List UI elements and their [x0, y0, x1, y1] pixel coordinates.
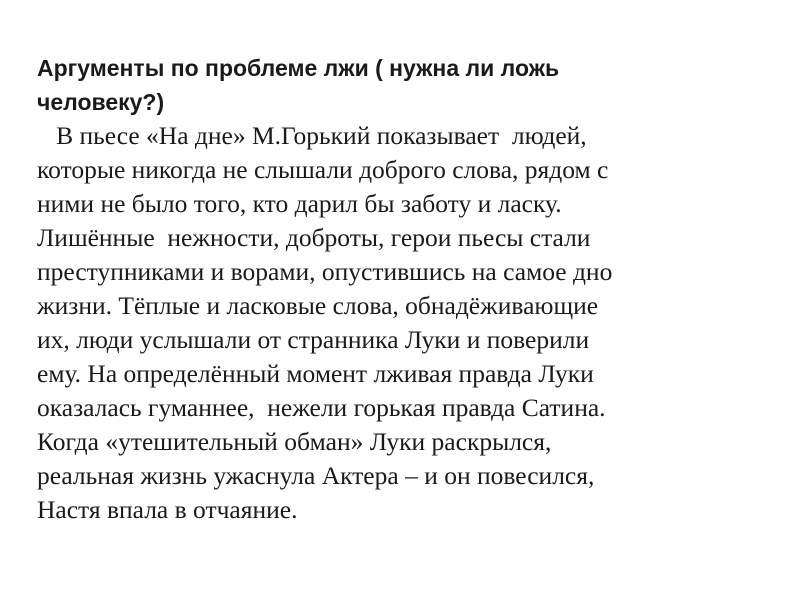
body-line: оказалась гуманнее, нежели горькая правда Сатина.: [37, 393, 606, 422]
slide-text-block: [37, 51, 757, 527]
body-line: реальная жизнь ужаснула Актера – и он повесился,: [37, 461, 595, 490]
heading-line: человеку?): [37, 89, 165, 115]
body-line: Когда «утешительный обман» Луки раскрылся,: [37, 427, 552, 456]
slide-body-paragraph: [37, 119, 757, 527]
body-line: которые никогда не слышали доброго слова, рядом с: [37, 155, 609, 184]
body-line: Лишённые нежности, доброты, герои пьесы стали: [37, 223, 591, 252]
body-line: ему. На определённый момент лживая правда Луки: [37, 359, 594, 388]
slide-heading: [37, 51, 757, 119]
body-line: жизни. Тёплые и ласковые слова, обнадёживающие: [37, 291, 599, 320]
body-line: преступниками и ворами, опустившись на самое дно: [37, 257, 613, 286]
body-line: В пьесе «На дне» М.Горький показывает людей,: [37, 121, 587, 150]
heading-line: Аргументы по проблеме лжи ( нужна ли ложь: [37, 55, 560, 81]
body-line: ними не было того, кто дарил бы заботу и ласку.: [37, 189, 562, 218]
body-line: Настя впала в отчаяние.: [37, 495, 298, 524]
body-line: их, люди услышали от странника Луки и поверили: [37, 325, 590, 354]
